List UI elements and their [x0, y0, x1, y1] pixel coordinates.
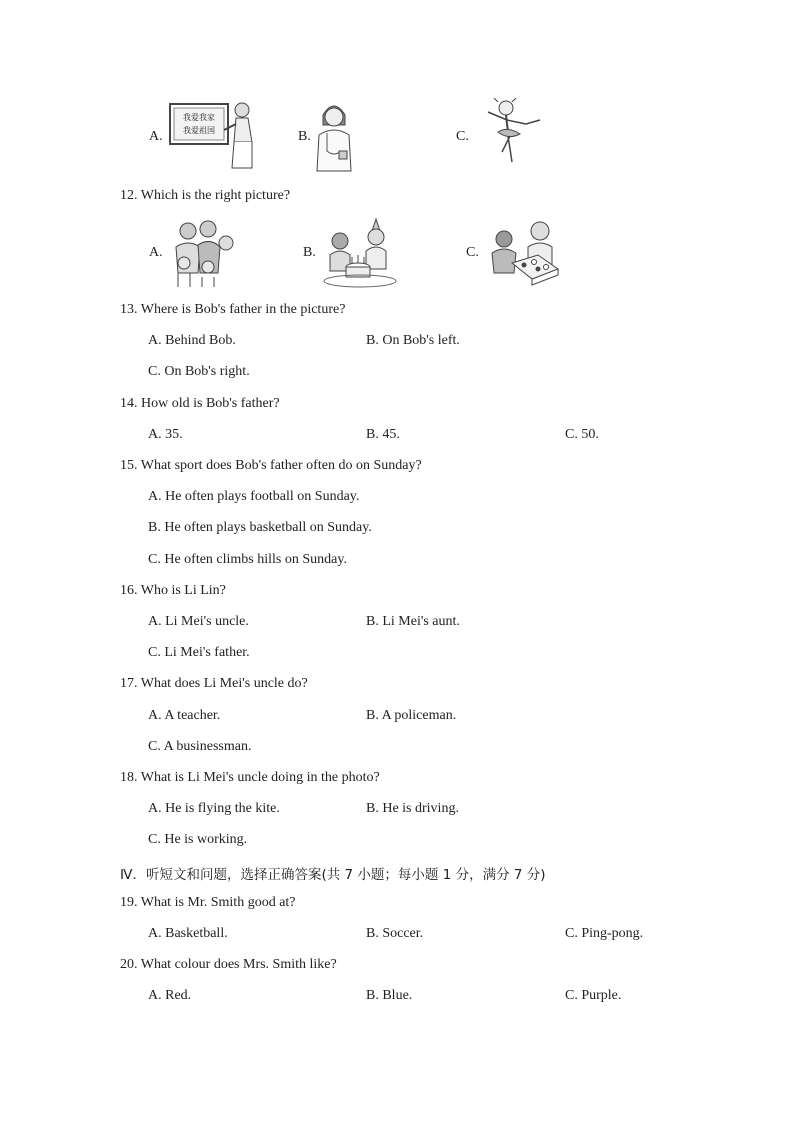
q11-option-c-label: C. — [456, 129, 469, 144]
q18-option-a[interactable]: A. He is flying the kite. — [148, 801, 280, 816]
q12-option-c-label: C. — [466, 245, 479, 260]
q12-option-a-label: A. — [149, 245, 163, 260]
birthday-party-icon — [320, 215, 400, 294]
q20-question: 20. What colour does Mrs. Smith like? — [120, 957, 337, 972]
q16-option-c[interactable]: C. Li Mei's father. — [148, 645, 250, 660]
children-playing-chess-icon — [488, 217, 560, 294]
q20-option-c[interactable]: C. Purple. — [565, 988, 622, 1003]
q12-option-b-label: B. — [303, 245, 316, 260]
section-iv-heading: Ⅳ．听短文和问题，选择正确答案(共 7 小题；每小题 1 分，满分 7 分) — [120, 867, 546, 883]
q17-option-b[interactable]: B. A policeman. — [366, 708, 457, 723]
q17-option-c[interactable]: C. A businessman. — [148, 739, 252, 754]
q16-option-a[interactable]: A. Li Mei's uncle. — [148, 614, 249, 629]
doctor-icon — [313, 99, 355, 178]
q19-option-b[interactable]: B. Soccer. — [366, 926, 424, 941]
q15-option-c[interactable]: C. He often climbs hills on Sunday. — [148, 552, 347, 567]
board-text-1: 我爱我家 — [183, 113, 215, 122]
q19-question: 19. What is Mr. Smith good at? — [120, 895, 296, 910]
q12-question: 12. Which is the right picture? — [120, 188, 291, 203]
q15-option-b[interactable]: B. He often plays basketball on Sunday. — [148, 520, 372, 535]
q13-option-a[interactable]: A. Behind Bob. — [148, 333, 236, 348]
q14-option-b[interactable]: B. 45. — [366, 427, 400, 442]
q17-question: 17. What does Li Mei's uncle do? — [120, 676, 308, 691]
board-text-2: 我爱祖国 — [183, 126, 215, 135]
q18-question: 18. What is Li Mei's uncle doing in the photo? — [120, 770, 380, 785]
q17-option-a[interactable]: A. A teacher. — [148, 708, 221, 723]
q11-option-a-label: A. — [149, 129, 163, 144]
family-group-icon — [168, 217, 240, 294]
q19-option-a[interactable]: A. Basketball. — [148, 926, 228, 941]
q18-option-b[interactable]: B. He is driving. — [366, 801, 459, 816]
q13-question: 13. Where is Bob's father in the picture? — [120, 302, 346, 317]
q14-option-c[interactable]: C. 50. — [565, 427, 599, 442]
q19-option-c[interactable]: C. Ping-pong. — [565, 926, 644, 941]
q11-option-b-label: B. — [298, 129, 311, 144]
q20-option-b[interactable]: B. Blue. — [366, 988, 413, 1003]
q16-option-b[interactable]: B. Li Mei's aunt. — [366, 614, 460, 629]
q20-option-a[interactable]: A. Red. — [148, 988, 192, 1003]
q13-option-b[interactable]: B. On Bob's left. — [366, 333, 460, 348]
q15-question: 15. What sport does Bob's father often do on Sunday? — [120, 458, 422, 473]
q16-question: 16. Who is Li Lin? — [120, 583, 226, 598]
teacher-at-blackboard-icon — [166, 100, 266, 177]
q18-option-c[interactable]: C. He is working. — [148, 832, 248, 847]
dancer-icon — [480, 98, 544, 173]
q13-option-c[interactable]: C. On Bob's right. — [148, 364, 250, 379]
q15-option-a[interactable]: A. He often plays football on Sunday. — [148, 489, 360, 504]
q14-option-a[interactable]: A. 35. — [148, 427, 183, 442]
q14-question: 14. How old is Bob's father? — [120, 396, 280, 411]
